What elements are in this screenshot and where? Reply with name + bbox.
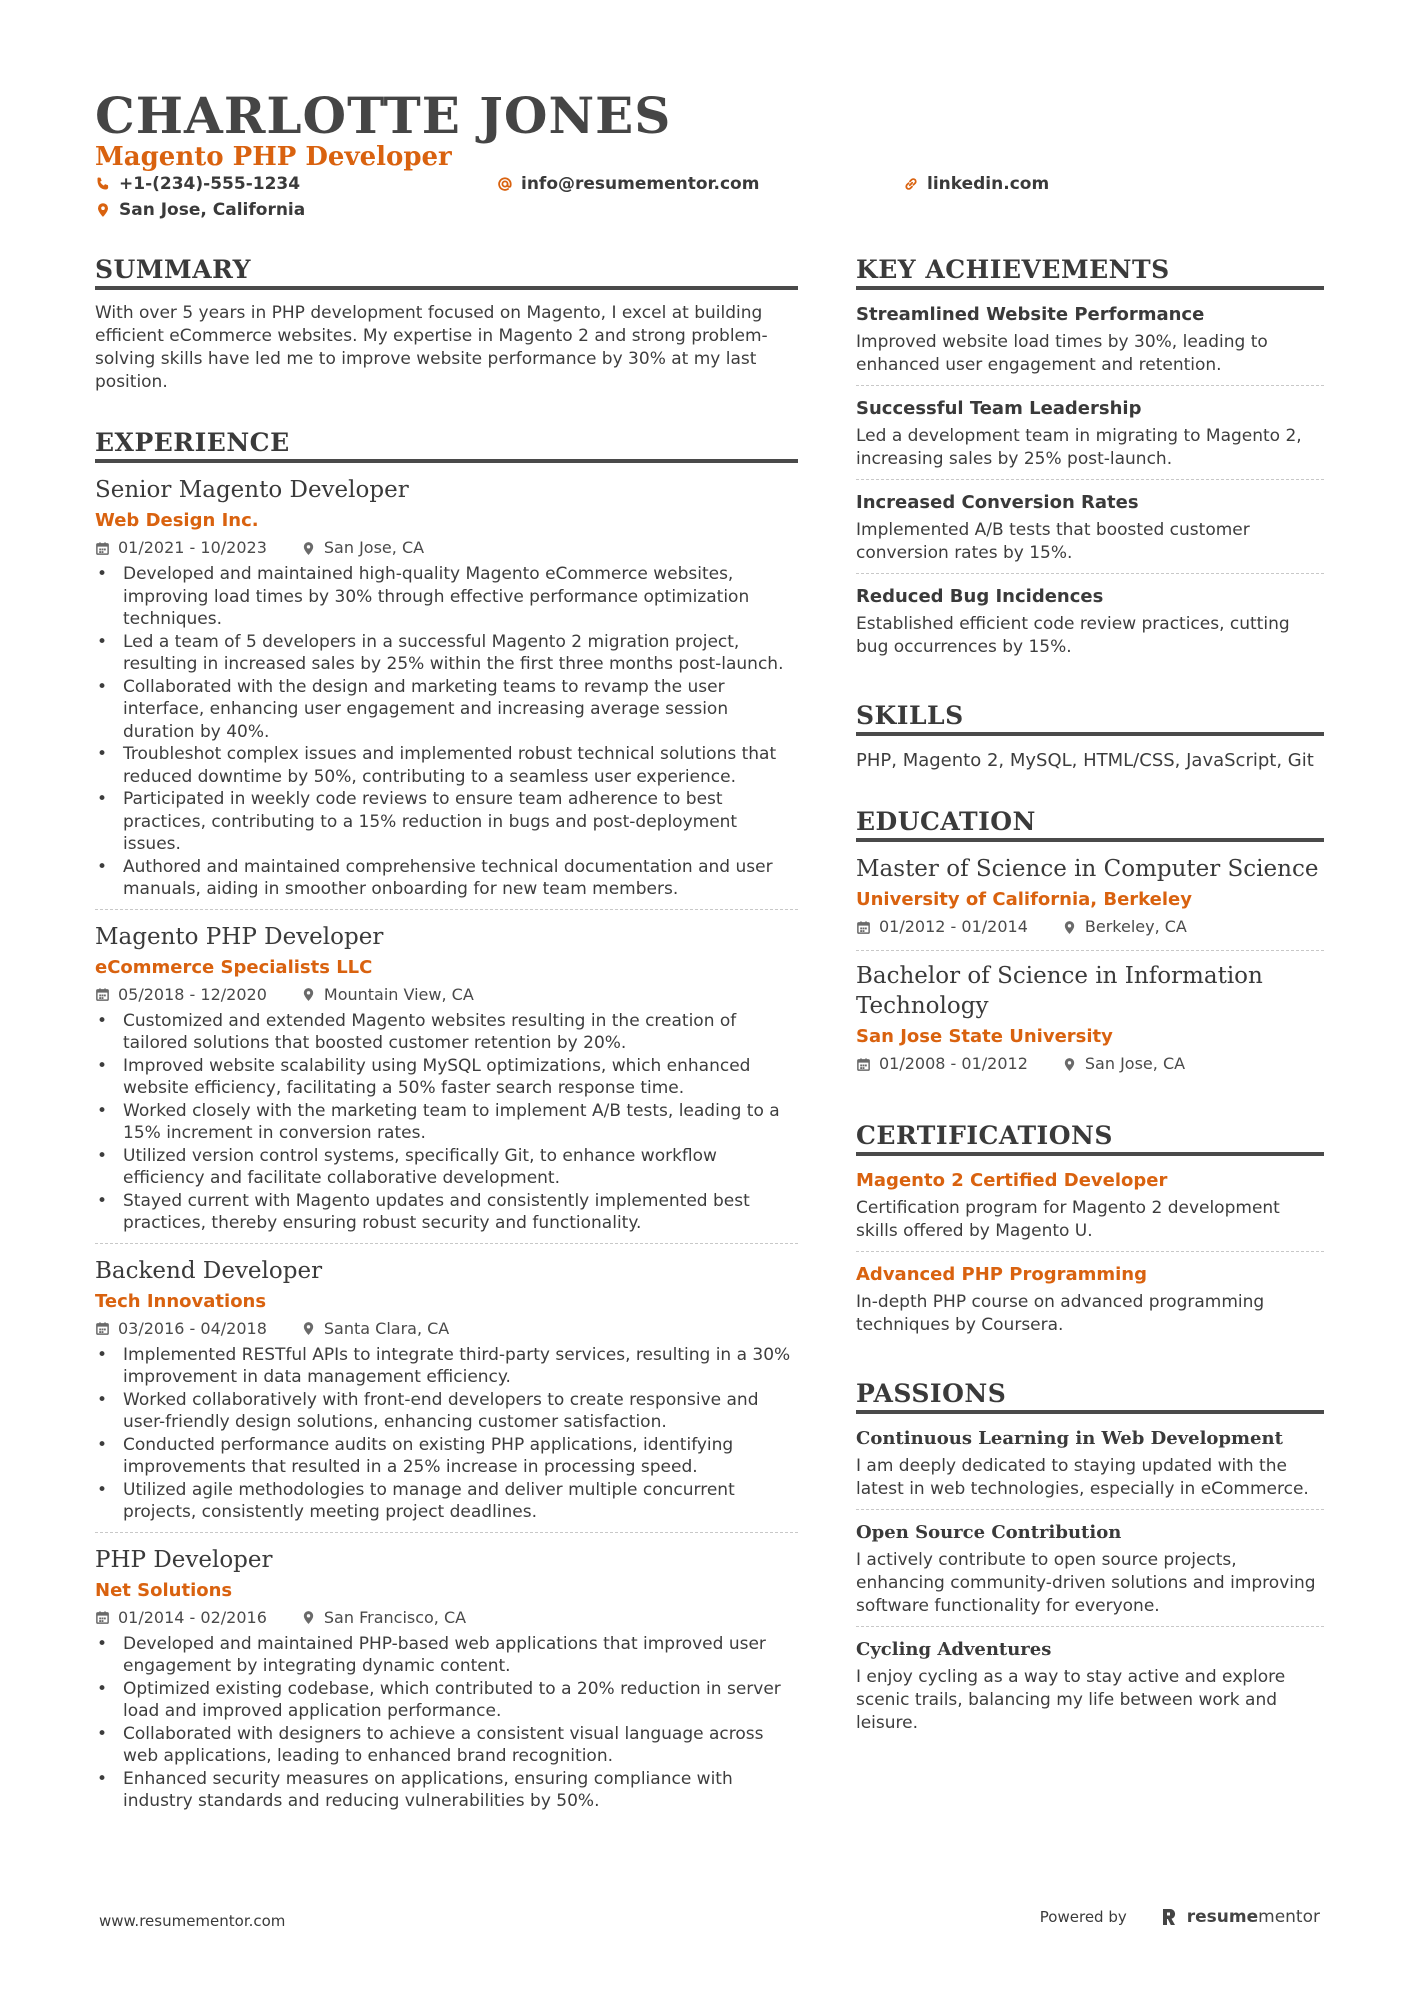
education-section xyxy=(856,807,1324,1087)
email-contact[interactable] xyxy=(497,174,759,194)
achievement-title: Reduced Bug Incidences xyxy=(856,586,1104,607)
job-title: Magento PHP Developer xyxy=(95,923,384,950)
location: Berkeley, CA xyxy=(1084,917,1187,936)
linkedin-contact[interactable] xyxy=(903,174,1049,194)
achievement-title: Increased Conversion Rates xyxy=(856,492,1139,513)
bullet-item: • Utilized version control systems, specifically Git, to enhance workflow efficiency and facilitate collaborative development. xyxy=(95,1145,798,1190)
location: Santa Clara, CA xyxy=(323,1318,450,1338)
section-title-passions: PASSIONS xyxy=(856,1379,1324,1414)
achievement-list xyxy=(856,302,1324,667)
section-title-education: EDUCATION xyxy=(856,807,1324,842)
phone-icon xyxy=(95,176,111,192)
date-location-row xyxy=(95,537,798,559)
bullet-item: • Collaborated with the design and marketing teams to revamp the user interface, enhancing user engagement and increasing average session duration by 40%. xyxy=(95,676,798,744)
job-title: Backend Developer xyxy=(95,1257,323,1284)
achievement-text: Implemented A/B tests that boosted customer conversion rates by 15%. xyxy=(856,520,1250,563)
calendar-icon xyxy=(856,1057,871,1072)
bullet-item: • Participated in weekly code reviews to ensure team adherence to best practices, contributing to a 15% reduction in bugs and post-deployment issues. xyxy=(95,788,798,856)
company-name: Tech Innovations xyxy=(95,1290,267,1312)
calendar-icon xyxy=(95,541,110,556)
bullet-item: • Customized and extended Magento websites resulting in the creation of tailored solutions that boosted customer retention by 20%. xyxy=(95,1010,798,1055)
date-range: 01/2021 - 10/2023 xyxy=(118,538,267,557)
brand-name xyxy=(1187,1907,1320,1927)
passion-text: I enjoy cycling as a way to stay active and explore scenic trails, balancing my life between work and leisure. xyxy=(856,1667,1286,1733)
date-range: 01/2008 - 01/2012 xyxy=(879,1054,1028,1073)
bullet-item: • Stayed current with Magento updates and consistently implemented best practices, thereby ensuring robust security and functionality. xyxy=(95,1190,798,1235)
certification-list xyxy=(856,1168,1324,1345)
link-icon xyxy=(903,176,919,192)
job-bullets xyxy=(95,563,798,901)
location-pin-icon xyxy=(95,202,111,218)
passion-list xyxy=(856,1426,1324,1743)
passion-item xyxy=(856,1637,1324,1743)
location-pin-icon xyxy=(1062,920,1077,935)
location: Mountain View, CA xyxy=(323,984,474,1004)
calendar-icon xyxy=(95,1610,110,1625)
degree-title: Master of Science in Computer Science xyxy=(856,856,1319,882)
passion-title: Continuous Learning in Web Development xyxy=(856,1428,1283,1449)
education-list xyxy=(856,854,1324,1087)
bullet-item: • Troubleshot complex issues and implemented robust technical solutions that reduced downtime by 50%, contributing to a seamless user experience. xyxy=(95,743,798,788)
linkedin-text: linkedin.com xyxy=(927,174,1050,194)
date-range: 05/2018 - 12/2020 xyxy=(118,984,267,1004)
bullet-item: • Led a team of 5 developers in a successful Magento 2 migration project, resulting in increased sales by 25% within the first three months post-launch. xyxy=(95,631,798,676)
bullet-item: • Worked collaboratively with front-end developers to create responsive and user-friendly design solutions, enhancing customer satisfaction. xyxy=(95,1389,798,1434)
passion-text: I actively contribute to open source projects, enhancing community-driven solutions and improving software functionality for everyone. xyxy=(856,1550,1316,1616)
certification-title: Magento 2 Certified Developer xyxy=(856,1170,1168,1191)
phone-contact[interactable] xyxy=(95,174,300,194)
bullet-item: • Authored and maintained comprehensive technical documentation and user manuals, aiding in smoother onboarding for new team members. xyxy=(95,856,798,901)
bullet-item: • Conducted performance audits on existing PHP applications, identifying improvements that resulted in a 25% increase in processing speed. xyxy=(95,1434,798,1479)
bullet-item: • Developed and maintained PHP-based web applications that improved user engagement by integrating dynamic content. xyxy=(95,1633,798,1678)
candidate-name: CHARLOTTE JONES xyxy=(95,86,672,145)
calendar-icon xyxy=(95,987,110,1002)
candidate-role: Magento PHP Developer xyxy=(95,142,452,172)
date-location-row xyxy=(95,1607,798,1629)
at-icon xyxy=(497,176,513,192)
school-name: San Jose State University xyxy=(856,1026,1113,1047)
certification-text: In-depth PHP course on advanced programming techniques by Coursera. xyxy=(856,1292,1265,1335)
location-pin-icon xyxy=(301,541,316,556)
location-contact xyxy=(95,200,305,220)
right-column xyxy=(856,255,1324,1777)
location-text: San Jose, California xyxy=(119,200,306,220)
bullet-item: • Optimized existing codebase, which contributed to a 20% reduction in server load and improved application performance. xyxy=(95,1678,798,1723)
bullet-item: • Enhanced security measures on applications, ensuring compliance with industry standards and reducing vulnerabilities by 50%. xyxy=(95,1768,798,1813)
date-location-row xyxy=(95,984,798,1006)
location-pin-icon xyxy=(301,1321,316,1336)
job-entry xyxy=(95,475,798,910)
passion-title: Open Source Contribution xyxy=(856,1522,1122,1543)
location: San Francisco, CA xyxy=(323,1607,467,1627)
achievement-item xyxy=(856,396,1324,480)
certification-text: Certification program for Magento 2 development skills offered by Magento U. xyxy=(856,1198,1280,1241)
company-name: eCommerce Specialists LLC xyxy=(95,956,373,978)
job-list xyxy=(95,475,798,1821)
company-name: Web Design Inc. xyxy=(95,510,259,531)
job-bullets xyxy=(95,1344,798,1524)
bullet-item: • Collaborated with designers to achieve a consistent visual language across web applications, leading to enhanced brand recognition. xyxy=(95,1723,798,1768)
section-title-achievements: KEY ACHIEVEMENTS xyxy=(856,255,1324,290)
section-title-summary: SUMMARY xyxy=(95,255,798,290)
brand-name-light: mentor xyxy=(1258,1907,1320,1927)
education-item xyxy=(856,961,1324,1087)
footer-branding xyxy=(1040,1907,1320,1927)
phone-text: +1-(234)-555-1234 xyxy=(119,174,301,194)
certification-title: Advanced PHP Programming xyxy=(856,1264,1147,1285)
date-location-row xyxy=(95,1318,798,1340)
skills-text: PHP, Magento 2, MySQL, HTML/CSS, JavaScript, Git xyxy=(856,750,1314,771)
passions-section xyxy=(856,1379,1324,1743)
passion-title: Cycling Adventures xyxy=(856,1639,1052,1660)
achievement-title: Successful Team Leadership xyxy=(856,398,1142,419)
experience-section xyxy=(95,428,798,1821)
bullet-item: • Developed and maintained high-quality Magento eCommerce websites, improving load times by 30% through effective performance optimization techniques. xyxy=(95,563,798,631)
email-text: info@resumementor.com xyxy=(521,174,760,194)
section-title-skills: SKILLS xyxy=(856,701,1324,736)
skills-section xyxy=(856,701,1324,773)
calendar-icon xyxy=(856,920,871,935)
achievement-text: Established efficient code review practices, cutting bug occurrences by 15%. xyxy=(856,614,1290,657)
summary-text: With over 5 years in PHP development focused on Magento, I excel at building efficient eCommerce websites. My expertise in Magento 2 and strong problem-solving skills have led me to improve website performance by 30% at my last position. xyxy=(95,303,768,392)
location: San Jose, CA xyxy=(1084,1054,1186,1073)
job-title: PHP Developer xyxy=(95,1546,273,1573)
bullet-item: • Improved website scalability using MySQL optimizations, which enhanced website efficiency, facilitating a 50% faster search response time. xyxy=(95,1055,798,1100)
passion-text: I am deeply dedicated to staying updated with the latest in web technologies, especially in eCommerce. xyxy=(856,1456,1309,1499)
date-location-row xyxy=(856,1053,1324,1075)
section-title-certifications: CERTIFICATIONS xyxy=(856,1121,1324,1156)
company-name: Net Solutions xyxy=(95,1579,233,1601)
certification-item xyxy=(856,1262,1324,1345)
resumementor-logo-icon xyxy=(1161,1908,1177,1926)
date-range: 03/2016 - 04/2018 xyxy=(118,1318,267,1338)
job-entry xyxy=(95,1545,798,1821)
job-bullets xyxy=(95,1010,798,1235)
job-entry xyxy=(95,1256,798,1533)
location-pin-icon xyxy=(301,1610,316,1625)
achievement-item xyxy=(856,490,1324,574)
school-name: University of California, Berkeley xyxy=(856,889,1192,910)
section-title-experience: EXPERIENCE xyxy=(95,428,798,463)
certifications-section xyxy=(856,1121,1324,1345)
education-item xyxy=(856,854,1324,951)
job-entry xyxy=(95,922,798,1244)
powered-by-text: Powered by xyxy=(1039,1908,1127,1926)
location-pin-icon xyxy=(301,987,316,1002)
summary-section xyxy=(95,255,798,394)
job-bullets xyxy=(95,1633,798,1813)
achievement-text: Improved website load times by 30%, leading to enhanced user engagement and retention. xyxy=(856,332,1268,375)
achievement-item xyxy=(856,584,1324,667)
achievement-title: Streamlined Website Performance xyxy=(856,304,1205,325)
bullet-item: • Implemented RESTful APIs to integrate third-party services, resulting in a 30% improvement in data management efficiency. xyxy=(95,1344,798,1389)
achievement-item xyxy=(856,302,1324,386)
date-range: 01/2012 - 01/2014 xyxy=(879,917,1028,936)
location-pin-icon xyxy=(1062,1057,1077,1072)
achievement-text: Led a development team in migrating to Magento 2, increasing sales by 25% post-launch. xyxy=(856,426,1302,469)
bullet-item: • Worked closely with the marketing team to implement A/B tests, leading to a 15% increment in conversion rates. xyxy=(95,1100,798,1145)
footer-website[interactable]: www.resumementor.com xyxy=(99,1912,286,1930)
degree-title: Bachelor of Science in Information Technology xyxy=(856,963,1263,1019)
brand-name-bold: resume xyxy=(1186,1907,1259,1927)
left-column xyxy=(95,255,798,1855)
certification-item xyxy=(856,1168,1324,1252)
passion-item xyxy=(856,1520,1324,1627)
date-location-row xyxy=(856,916,1324,938)
achievements-section xyxy=(856,255,1324,667)
passion-item xyxy=(856,1426,1324,1510)
job-title: Senior Magento Developer xyxy=(95,477,409,503)
date-range: 01/2014 - 02/2016 xyxy=(118,1607,267,1627)
location: San Jose, CA xyxy=(323,538,425,557)
bullet-item: • Utilized agile methodologies to manage and deliver multiple concurrent projects, consistently meeting project deadlines. xyxy=(95,1479,798,1524)
calendar-icon xyxy=(95,1321,110,1336)
